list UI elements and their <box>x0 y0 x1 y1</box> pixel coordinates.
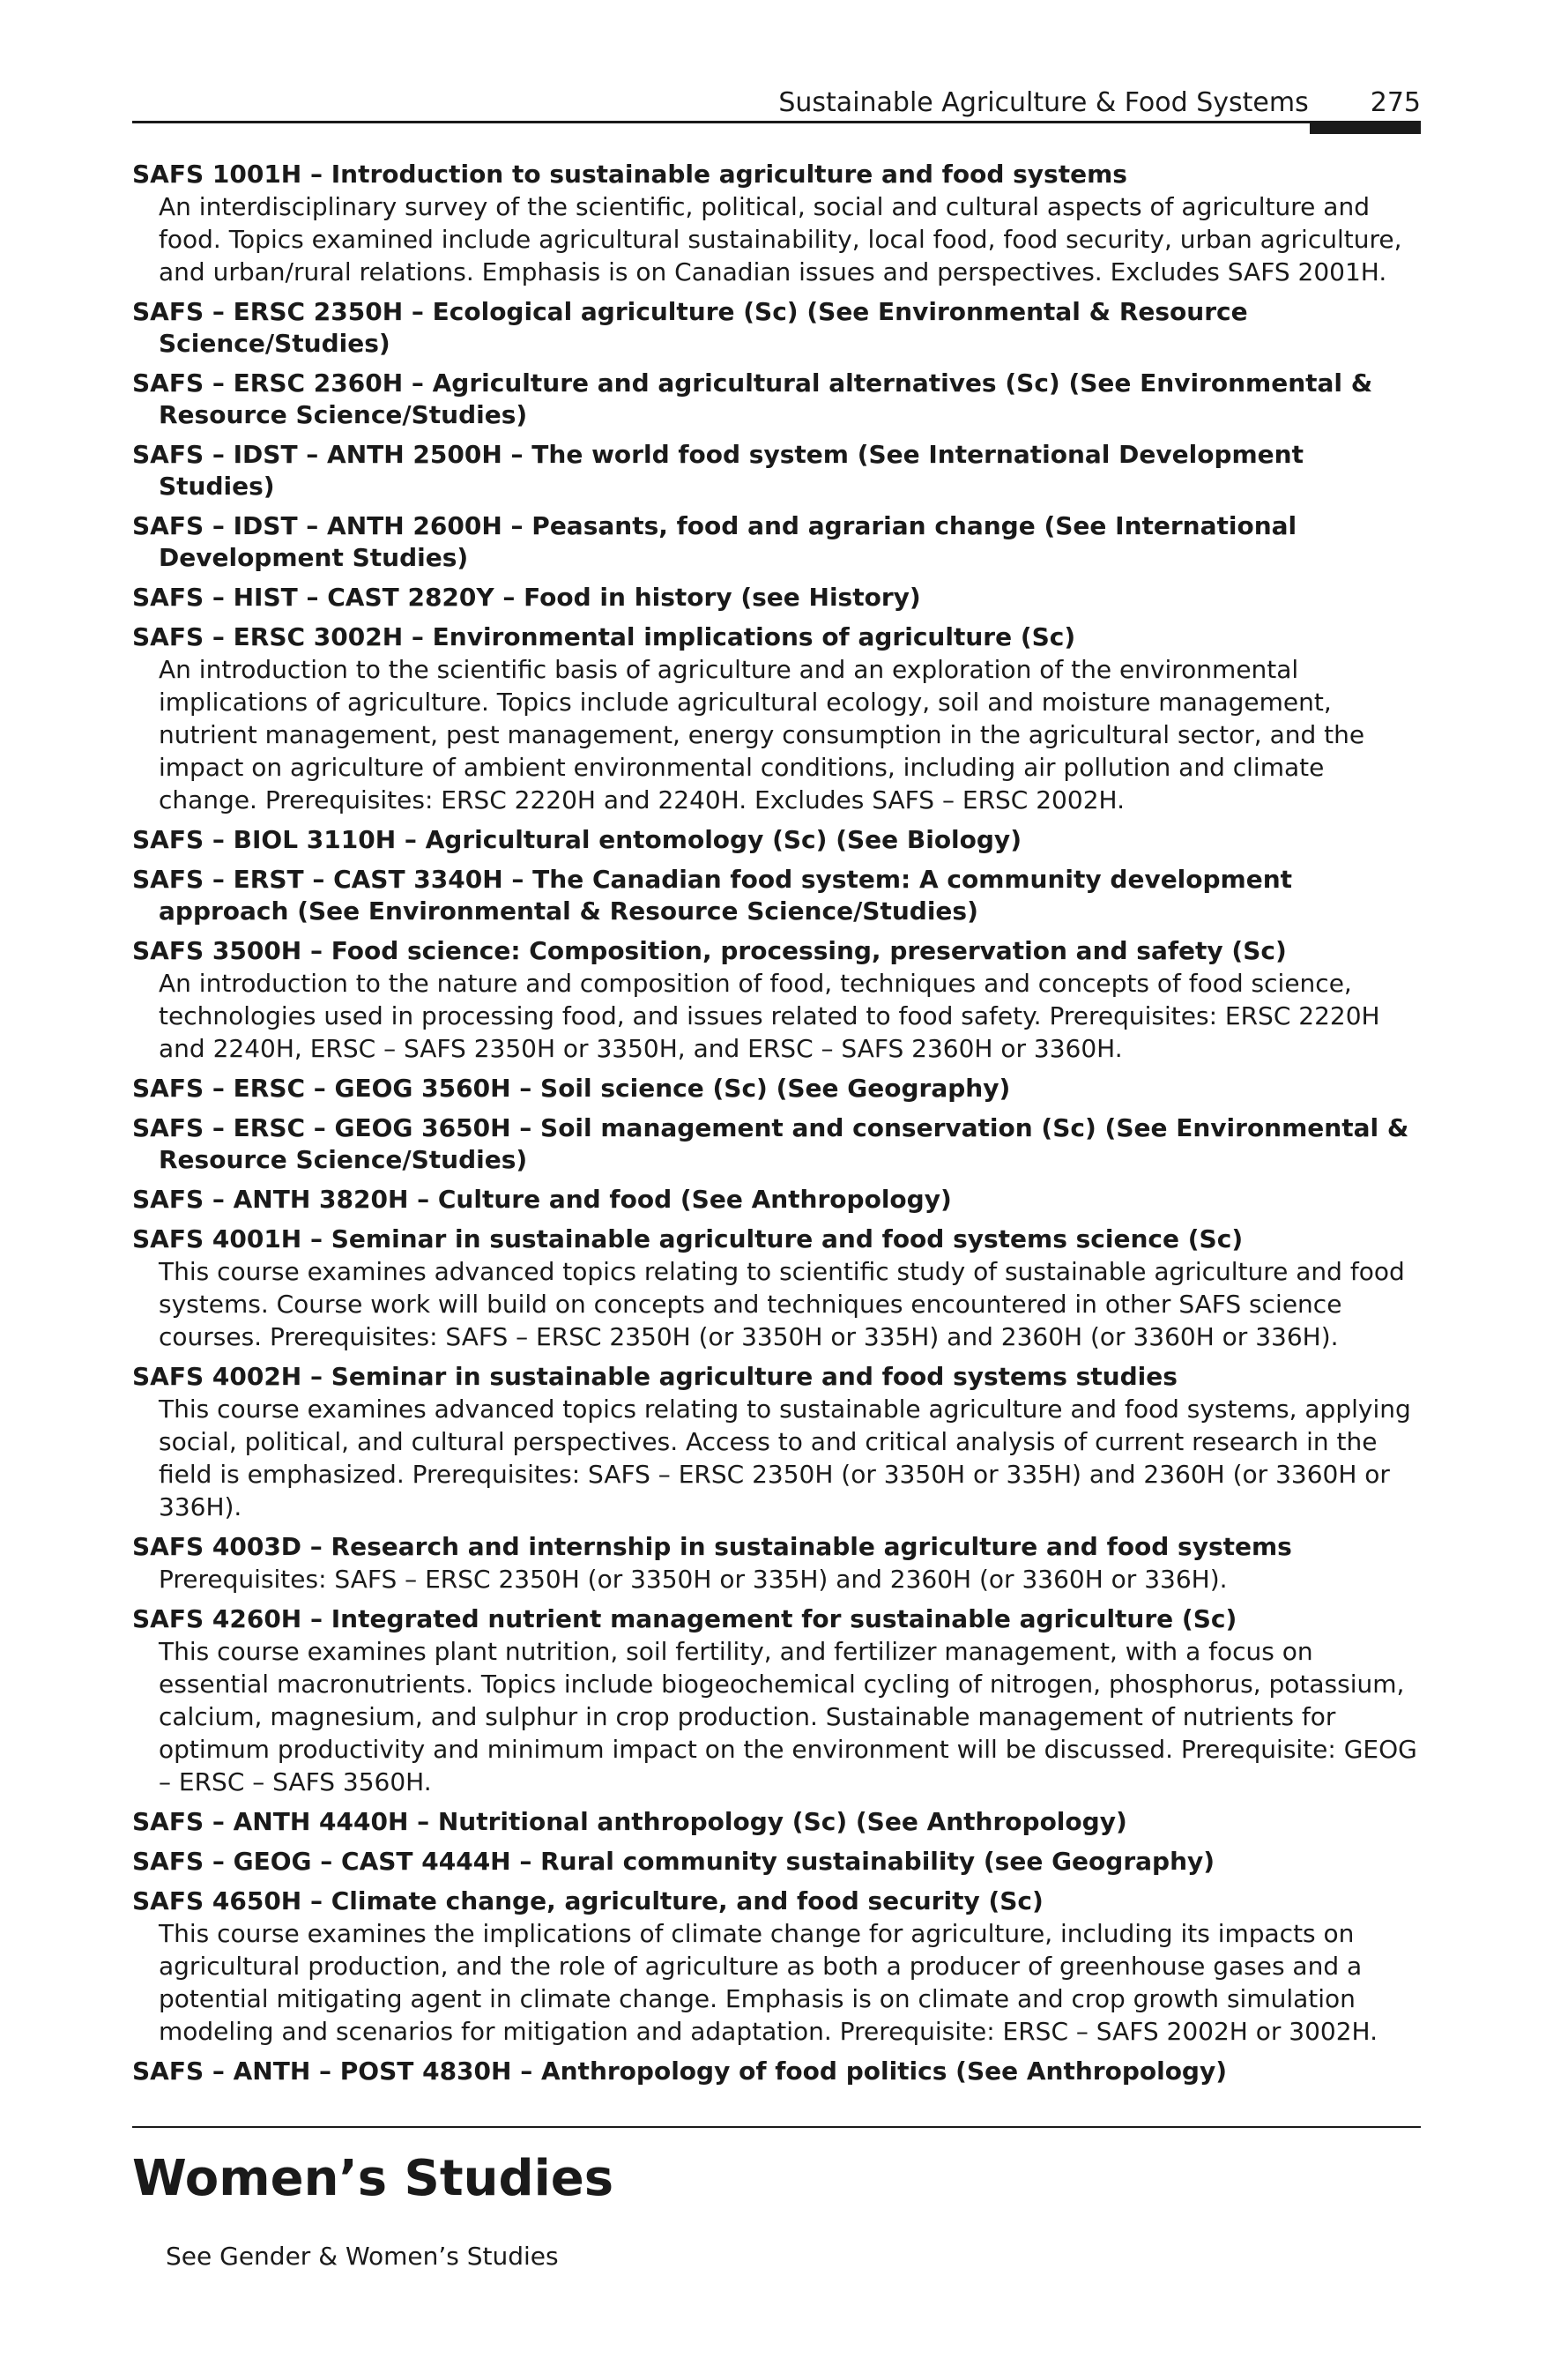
course-title: SAFS 3500H – Food science: Composition, processing, preservation and safety (Sc) <box>132 936 1287 965</box>
course-entry <box>132 1603 1421 1798</box>
course-entry <box>132 439 1421 502</box>
course-entry <box>132 1361 1421 1523</box>
section-heading: Women’s Studies <box>132 2150 614 2207</box>
course-title: SAFS – ANTH 3820H – Culture and food (See Anthropology) <box>132 1185 952 1214</box>
course-description: Prerequisites: SAFS – ERSC 2350H (or 3350H or 335H) and 2360H (or 3360H or 336H). <box>159 1565 1228 1594</box>
course-entry <box>132 510 1421 574</box>
course-entry <box>132 824 1421 856</box>
course-entry <box>132 1073 1421 1104</box>
course-entry <box>132 296 1421 360</box>
header-rule <box>132 121 1421 123</box>
course-title: SAFS – ERSC – GEOG 3650H – Soil management and conservation (Sc) (See Environmental & Resource Science/Studies) <box>132 1113 1409 1174</box>
course-description: This course examines advanced topics relating to sustainable agriculture and food systems, applying social, political, and cultural perspectives. Access to and critical analysis of current research in the field is emphasized. Prerequisites: SAFS – ERSC 2350H (or 3350H or 335H) and 2360H (or 3360H or 336H). <box>159 1395 1411 1521</box>
running-head <box>132 81 1421 125</box>
course-title: SAFS – ERSC 2360H – Agriculture and agricultural alternatives (Sc) (See Environmental & Resource Science/Studies) <box>132 368 1373 429</box>
course-entry <box>132 621 1421 816</box>
course-entry <box>132 1112 1421 1176</box>
course-list <box>132 159 1421 2095</box>
course-title: SAFS – ERSC – GEOG 3560H – Soil science (Sc) (See Geography) <box>132 1074 1011 1103</box>
course-entry <box>132 1531 1421 1595</box>
course-title: SAFS – IDST – ANTH 2600H – Peasants, food and agrarian change (See International Development Studies) <box>132 511 1297 572</box>
section-divider <box>132 2126 1421 2128</box>
course-title: SAFS – BIOL 3110H – Agricultural entomology (Sc) (See Biology) <box>132 825 1022 854</box>
course-title: SAFS – ERSC 2350H – Ecological agriculture (Sc) (See Environmental & Resource Science/Studies) <box>132 297 1248 358</box>
course-description: An interdisciplinary survey of the scientific, political, social and cultural aspects of agriculture and food. Topics examined include agricultural sustainability, local food, food security, urban agriculture, and urban/rural relations. Emphasis is on Canadian issues and perspectives. Excludes SAFS 2001H. <box>159 192 1402 286</box>
course-title: SAFS 4001H – Seminar in sustainable agriculture and food systems science (Sc) <box>132 1224 1244 1253</box>
course-title: SAFS 1001H – Introduction to sustainable agriculture and food systems <box>132 160 1127 189</box>
course-entry <box>132 1806 1421 1838</box>
course-description: This course examines the implications of climate change for agriculture, including its impacts on agricultural production, and the role of agriculture as both a producer of greenhouse gases and a potential mitigating agent in climate change. Emphasis is on climate and crop growth simulation modeling and scenarios for mitigation and adaptation. Prerequisite: ERSC – SAFS 2002H or 3002H. <box>159 1919 1378 2046</box>
course-title: SAFS – ERST – CAST 3340H – The Canadian food system: A community development approach (See Environmental & Resource Science/Studies) <box>132 865 1293 926</box>
course-title: SAFS 4650H – Climate change, agriculture, and food security (Sc) <box>132 1886 1044 1915</box>
course-entry <box>132 935 1421 1065</box>
page-number: 275 <box>1370 87 1421 118</box>
course-title: SAFS – ANTH 4440H – Nutritional anthropology (Sc) (See Anthropology) <box>132 1807 1127 1836</box>
course-title: SAFS 4003D – Research and internship in sustainable agriculture and food systems <box>132 1532 1292 1561</box>
course-entry <box>132 1184 1421 1216</box>
course-description: This course examines advanced topics relating to scientific study of sustainable agriculture and food systems. Course work will build on concepts and techniques encountered in other SAFS science courses. Prerequisites: SAFS – ERSC 2350H (or 3350H or 335H) and 2360H (or 3360H or 336H). <box>159 1257 1405 1351</box>
section-cross-reference: See Gender & Women’s Studies <box>166 2242 559 2271</box>
course-title: SAFS – IDST – ANTH 2500H – The world food system (See International Development Studies) <box>132 440 1304 501</box>
header-tab-bar <box>1310 123 1421 134</box>
course-description: An introduction to the nature and composition of food, techniques and concepts of food science, technologies used in processing food, and issues related to food safety. Prerequisites: ERSC 2220H and 2240H, ERSC – SAFS 2350H or 3350H, and ERSC – SAFS 2360H or 3360H. <box>159 969 1380 1063</box>
running-head-title: Sustainable Agriculture & Food Systems <box>778 87 1309 118</box>
course-description: An introduction to the scientific basis of agriculture and an exploration of the environmental implications of agriculture. Topics include agricultural ecology, soil and moisture management, nutrient management, pest management, energy consumption in the agricultural sector, and the impact on agriculture of ambient environmental conditions, including air pollution and climate change. Prerequisites: ERSC 2220H and 2240H. Excludes SAFS – ERSC 2002H. <box>159 655 1365 814</box>
course-entry <box>132 2056 1421 2087</box>
course-title: SAFS 4260H – Integrated nutrient management for sustainable agriculture (Sc) <box>132 1604 1237 1633</box>
course-title: SAFS – ANTH – POST 4830H – Anthropology of food politics (See Anthropology) <box>132 2056 1228 2086</box>
course-description: This course examines plant nutrition, soil fertility, and fertilizer management, with a focus on essential macronutrients. Topics include biogeochemical cycling of nitrogen, phosphorus, potassium, calcium, magnesium, and sulphur in crop production. Sustainable management of nutrients for optimum productivity and minimum impact on the environment will be discussed. Prerequisite: GEOG – ERSC – SAFS 3560H. <box>159 1637 1417 1796</box>
course-entry <box>132 159 1421 288</box>
course-entry <box>132 582 1421 614</box>
course-title: SAFS – HIST – CAST 2820Y – Food in history (see History) <box>132 583 921 612</box>
course-entry <box>132 864 1421 927</box>
course-entry <box>132 1885 1421 2048</box>
course-title: SAFS 4002H – Seminar in sustainable agriculture and food systems studies <box>132 1362 1178 1391</box>
course-entry <box>132 1846 1421 1878</box>
course-entry <box>132 368 1421 431</box>
course-title: SAFS – GEOG – CAST 4444H – Rural community sustainability (see Geography) <box>132 1847 1215 1876</box>
course-title: SAFS – ERSC 3002H – Environmental implications of agriculture (Sc) <box>132 622 1076 651</box>
course-entry <box>132 1223 1421 1353</box>
